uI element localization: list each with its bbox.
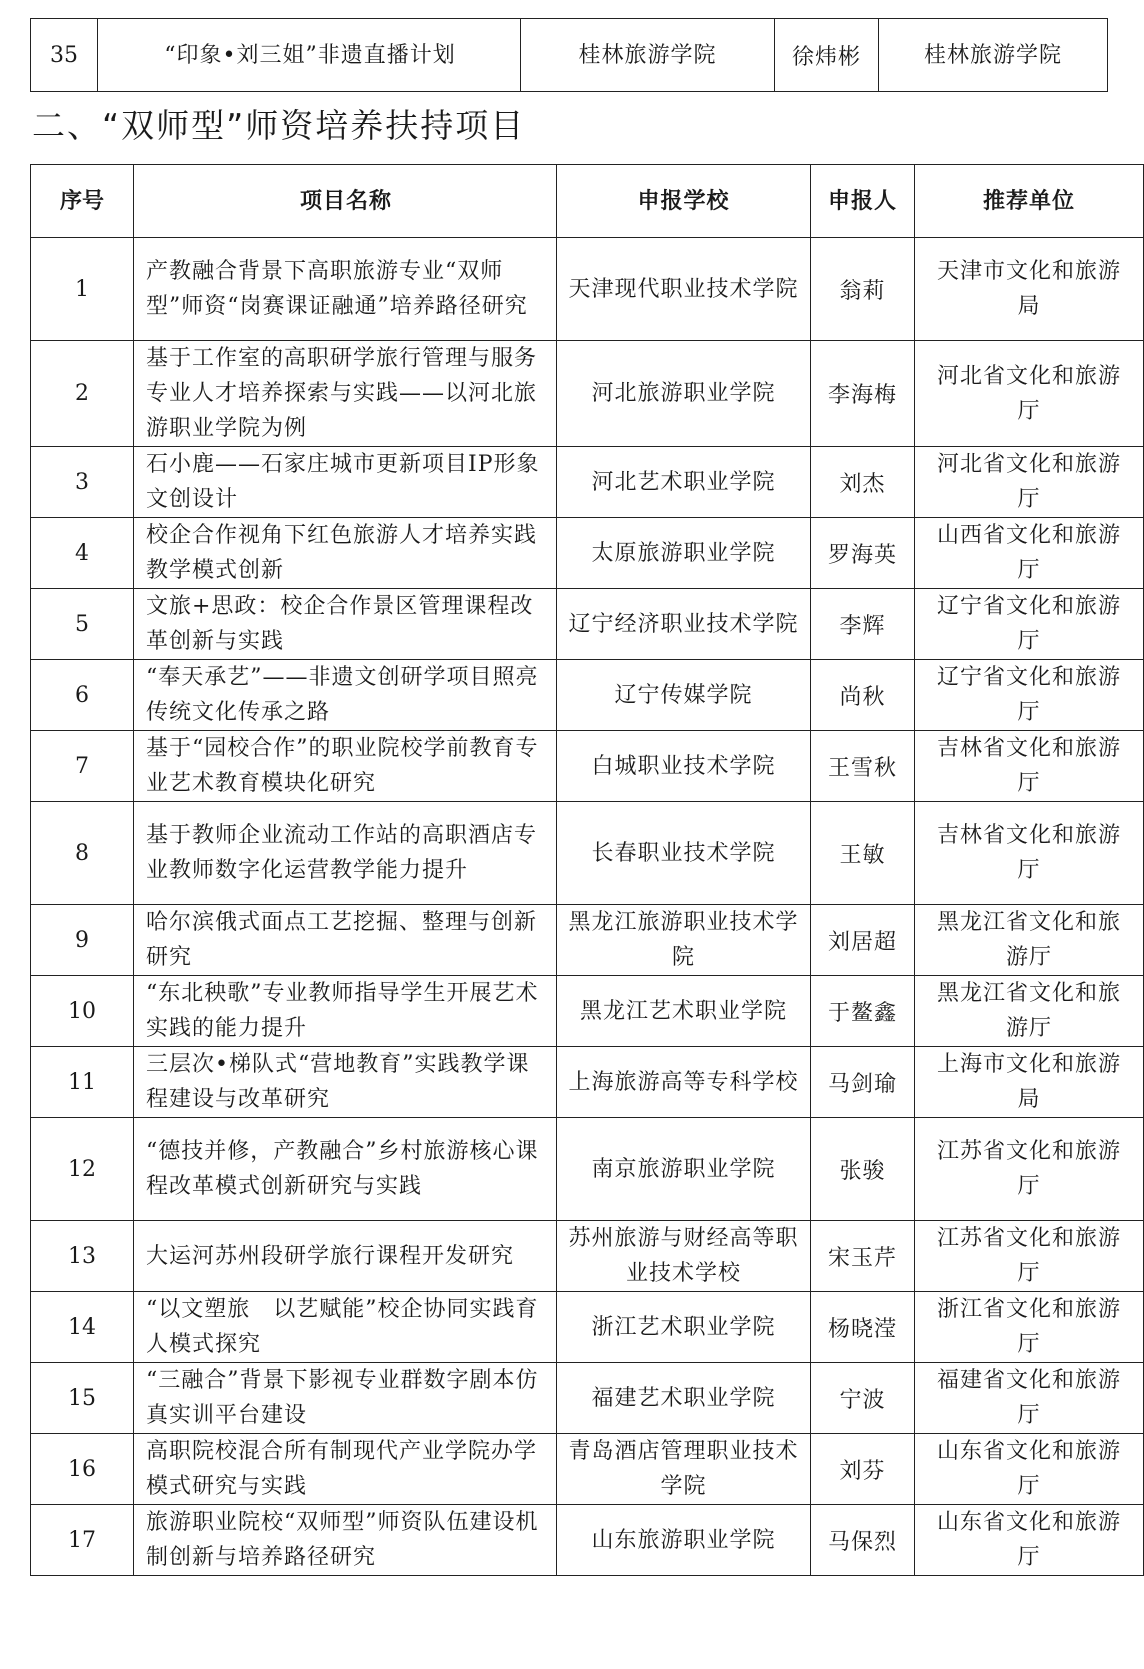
project-name: 文旅+思政：校企合作景区管理课程改革创新与实践 (134, 589, 557, 660)
project-name: 大运河苏州段研学旅行课程开发研究 (134, 1221, 557, 1292)
row-number: 14 (31, 1292, 134, 1363)
project-name: 基于教师企业流动工作站的高职酒店专业教师数字化运营教学能力提升 (134, 802, 557, 905)
applicant-name: 刘杰 (811, 447, 915, 518)
applicant-name: 宋玉芹 (811, 1221, 915, 1292)
header-recommender: 推荐单位 (915, 165, 1144, 238)
recommender-name: 辽宁省文化和旅游厅 (915, 660, 1144, 731)
recommender-name: 桂林旅游学院 (879, 19, 1108, 92)
recommender-name: 上海市文化和旅游局 (915, 1047, 1144, 1118)
table-row (31, 1221, 1144, 1292)
row-number: 8 (31, 802, 134, 905)
table-row (31, 589, 1144, 660)
recommender-name: 山东省文化和旅游厅 (915, 1434, 1144, 1505)
recommender-name: 浙江省文化和旅游厅 (915, 1292, 1144, 1363)
project-name: “奉天承艺”——非遗文创研学项目照亮传统文化传承之路 (134, 660, 557, 731)
school-name: 河北艺术职业学院 (557, 447, 811, 518)
table-row (31, 660, 1144, 731)
school-name: 南京旅游职业学院 (557, 1118, 811, 1221)
recommender-name: 黑龙江省文化和旅游厅 (915, 905, 1144, 976)
table-row (31, 447, 1144, 518)
applicant-name: 马保烈 (811, 1505, 915, 1576)
table-row (31, 1363, 1144, 1434)
recommender-name: 天津市文化和旅游局 (915, 238, 1144, 341)
row-number: 15 (31, 1363, 134, 1434)
table-row (31, 731, 1144, 802)
header-person: 申报人 (811, 165, 915, 238)
school-name: 山东旅游职业学院 (557, 1505, 811, 1576)
applicant-name: 王敏 (811, 802, 915, 905)
row-number: 13 (31, 1221, 134, 1292)
applicant-name: 于鳌鑫 (811, 976, 915, 1047)
school-name: 浙江艺术职业学院 (557, 1292, 811, 1363)
school-name: 白城职业技术学院 (557, 731, 811, 802)
project-name: “三融合”背景下影视专业群数字剧本仿真实训平台建设 (134, 1363, 557, 1434)
recommender-name: 山西省文化和旅游厅 (915, 518, 1144, 589)
previous-section-table (30, 18, 1108, 92)
table-row (31, 905, 1144, 976)
project-name: 哈尔滨俄式面点工艺挖掘、整理与创新研究 (134, 905, 557, 976)
applicant-name: 杨晓滢 (811, 1292, 915, 1363)
school-name: 天津现代职业技术学院 (557, 238, 811, 341)
project-name: 高职院校混合所有制现代产业学院办学模式研究与实践 (134, 1434, 557, 1505)
row-number: 5 (31, 589, 134, 660)
school-name: 辽宁经济职业技术学院 (557, 589, 811, 660)
recommender-name: 黑龙江省文化和旅游厅 (915, 976, 1144, 1047)
school-name: 桂林旅游学院 (521, 19, 775, 92)
school-name: 福建艺术职业学院 (557, 1363, 811, 1434)
project-name: “印象•刘三姐”非遗直播计划 (98, 19, 521, 92)
school-name: 上海旅游高等专科学校 (557, 1047, 811, 1118)
project-name: 基于“园校合作”的职业院校学前教育专业艺术教育模块化研究 (134, 731, 557, 802)
applicant-name: 宁波 (811, 1363, 915, 1434)
applicant-name: 罗海英 (811, 518, 915, 589)
school-name: 长春职业技术学院 (557, 802, 811, 905)
row-number: 9 (31, 905, 134, 976)
recommender-name: 河北省文化和旅游厅 (915, 447, 1144, 518)
project-name: 石小鹿——石家庄城市更新项目IP形象文创设计 (134, 447, 557, 518)
project-name: 校企合作视角下红色旅游人才培养实践教学模式创新 (134, 518, 557, 589)
table-row (31, 19, 1108, 92)
table-row (31, 1434, 1144, 1505)
row-number: 11 (31, 1047, 134, 1118)
applicant-name: 李辉 (811, 589, 915, 660)
recommender-name: 福建省文化和旅游厅 (915, 1363, 1144, 1434)
table-row (31, 802, 1144, 905)
school-name: 青岛酒店管理职业技术学院 (557, 1434, 811, 1505)
recommender-name: 江苏省文化和旅游厅 (915, 1221, 1144, 1292)
row-number: 4 (31, 518, 134, 589)
table-row (31, 976, 1144, 1047)
table-row (31, 1292, 1144, 1363)
header-row (31, 165, 1144, 238)
projects-table (30, 164, 1144, 1576)
recommender-name: 江苏省文化和旅游厅 (915, 1118, 1144, 1221)
school-name: 黑龙江艺术职业学院 (557, 976, 811, 1047)
project-name: 基于工作室的高职研学旅行管理与服务专业人才培养探索与实践——以河北旅游职业学院为例 (134, 341, 557, 447)
school-name: 苏州旅游与财经高等职业技术学校 (557, 1221, 811, 1292)
applicant-name: 刘居超 (811, 905, 915, 976)
applicant-name: 王雪秋 (811, 731, 915, 802)
project-name: 三层次•梯队式“营地教育”实践教学课程建设与改革研究 (134, 1047, 557, 1118)
section-title: 二、“双师型”师资培养扶持项目 (32, 106, 526, 145)
header-num: 序号 (31, 165, 134, 238)
school-name: 河北旅游职业学院 (557, 341, 811, 447)
row-number: 3 (31, 447, 134, 518)
header-school: 申报学校 (557, 165, 811, 238)
table-row (31, 518, 1144, 589)
project-name: 旅游职业院校“双师型”师资队伍建设机制创新与培养路径研究 (134, 1505, 557, 1576)
recommender-name: 山东省文化和旅游厅 (915, 1505, 1144, 1576)
applicant-name: 马剑瑜 (811, 1047, 915, 1118)
school-name: 黑龙江旅游职业技术学院 (557, 905, 811, 976)
header-name: 项目名称 (134, 165, 557, 238)
table-row (31, 1505, 1144, 1576)
recommender-name: 河北省文化和旅游厅 (915, 341, 1144, 447)
row-number: 1 (31, 238, 134, 341)
project-name: “东北秧歌”专业教师指导学生开展艺术实践的能力提升 (134, 976, 557, 1047)
applicant-name: 尚秋 (811, 660, 915, 731)
row-number: 17 (31, 1505, 134, 1576)
table-row (31, 1118, 1144, 1221)
row-number: 12 (31, 1118, 134, 1221)
row-number: 10 (31, 976, 134, 1047)
row-number: 2 (31, 341, 134, 447)
table-row (31, 1047, 1144, 1118)
recommender-name: 辽宁省文化和旅游厅 (915, 589, 1144, 660)
row-number: 7 (31, 731, 134, 802)
row-number: 35 (31, 19, 98, 92)
row-number: 6 (31, 660, 134, 731)
table-row (31, 341, 1144, 447)
applicant-name: 李海梅 (811, 341, 915, 447)
school-name: 辽宁传媒学院 (557, 660, 811, 731)
recommender-name: 吉林省文化和旅游厅 (915, 802, 1144, 905)
school-name: 太原旅游职业学院 (557, 518, 811, 589)
project-name: 产教融合背景下高职旅游专业“双师型”师资“岗赛课证融通”培养路径研究 (134, 238, 557, 341)
project-name: “以文塑旅 以艺赋能”校企协同实践育人模式探究 (134, 1292, 557, 1363)
table-row (31, 238, 1144, 341)
applicant-name: 徐炜彬 (775, 19, 879, 92)
project-name: “德技并修，产教融合”乡村旅游核心课程改革模式创新研究与实践 (134, 1118, 557, 1221)
applicant-name: 张骏 (811, 1118, 915, 1221)
applicant-name: 刘芬 (811, 1434, 915, 1505)
row-number: 16 (31, 1434, 134, 1505)
recommender-name: 吉林省文化和旅游厅 (915, 731, 1144, 802)
applicant-name: 翁莉 (811, 238, 915, 341)
